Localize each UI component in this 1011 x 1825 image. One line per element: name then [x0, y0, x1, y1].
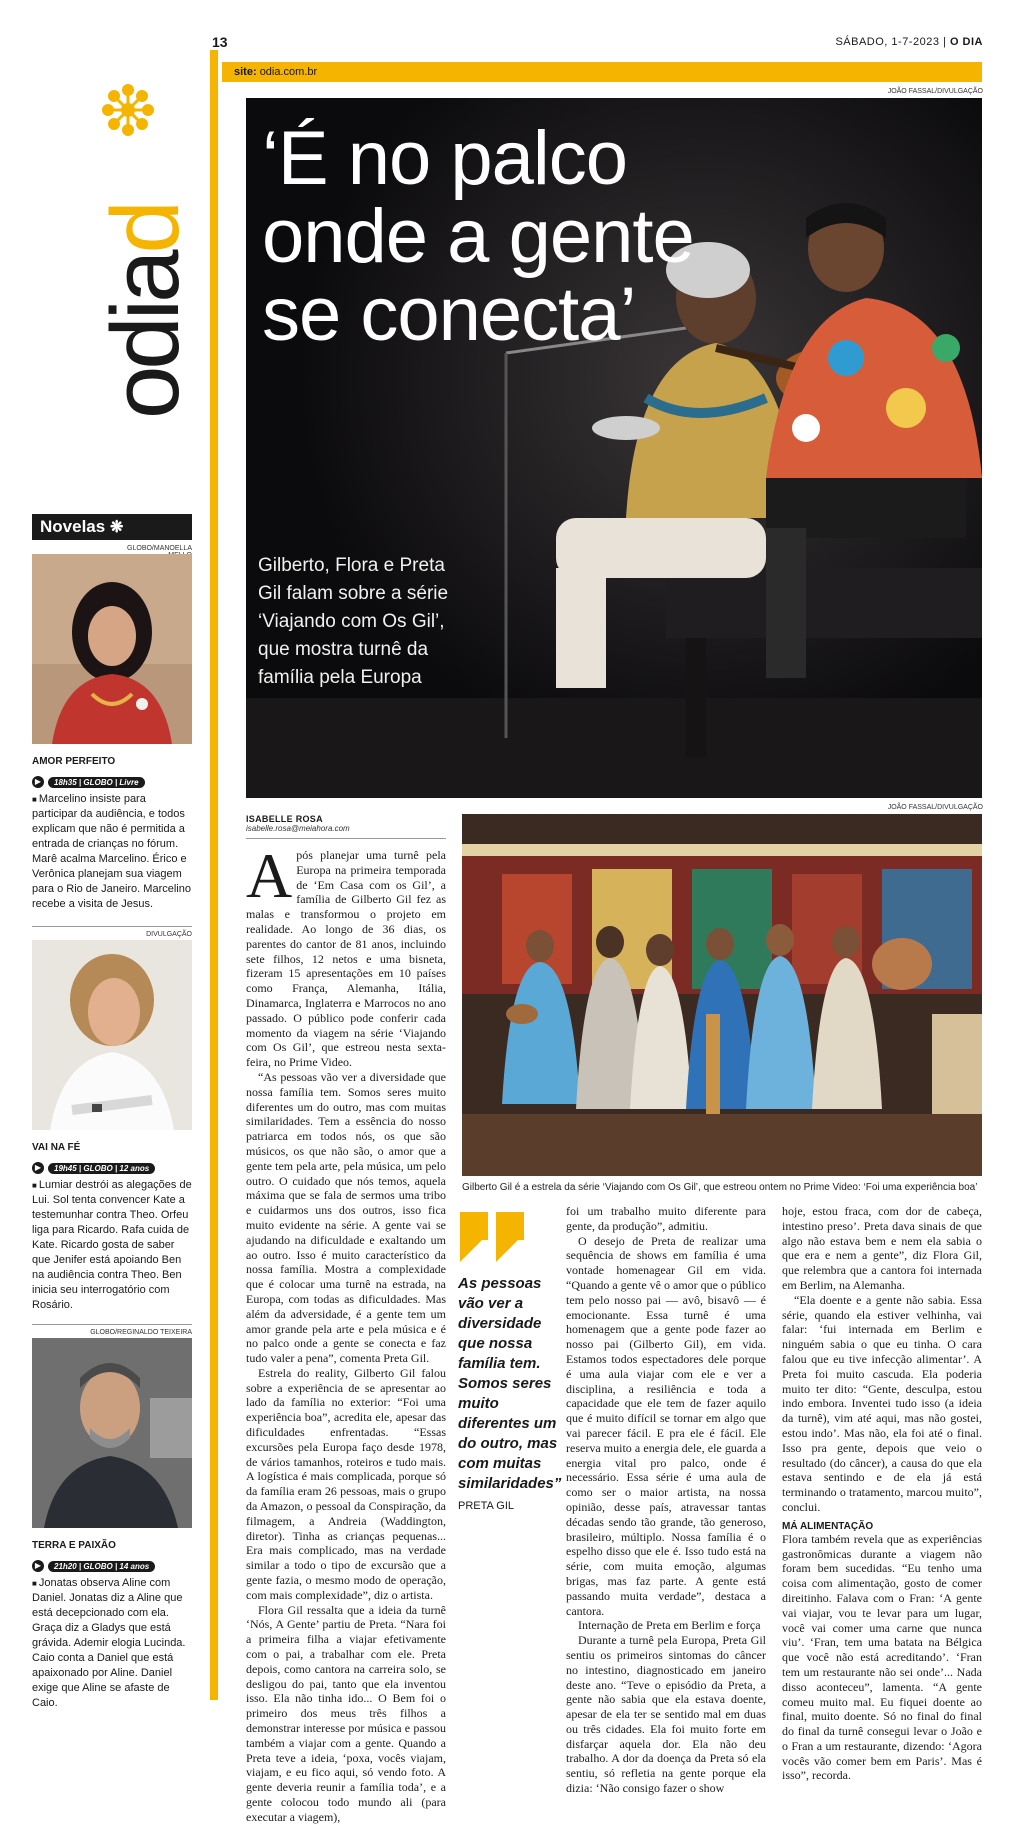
novela-photo-amor-perfeito: [32, 554, 192, 744]
site-url[interactable]: odia.com.br: [259, 66, 318, 78]
article-paragraph: “As pessoas vão ver a diversidade que nossa família tem. Somos seres muito diferentes um do outro, mas com muitas similaridades. Tem a essência do nosso patriarca em todos nós, os que são músicos, os que não são, o amor que a gente tem pela arte, pela música, um pelo outro. O cuidado que nós temos, aquela máxima que se fala de sermos uma tribo e cuidarmos uns dos outros, isso fica muito evidente na série. A gente vai se ajudando na dificuldade e exaltando um ao outro. Isso é muito característico da nossa família. Mostra a complexidade que é colocar uma turnê na estrada, na Europa, com todas as dificuldades. Mas além da adversidade, é a gente tem um amor grande pela arte e pela música e é no palco onde a gente se conecta e faz tudo valer a pena”, comenta Preta Gil.: [246, 1069, 446, 1366]
pull-quote-author: PRETA GIL: [458, 1500, 515, 1512]
headline: ‘É no palco onde a gente se conecta’: [262, 116, 694, 357]
publication-name: O DIA: [949, 36, 983, 48]
novela-name: TERRA E PAIXÃO: [32, 1540, 116, 1551]
byline-email[interactable]: isabelle.rosa@meiahora.com: [246, 824, 350, 833]
novela-rating: 12 anos: [119, 1163, 150, 1173]
play-icon: ▶: [32, 1560, 44, 1572]
novela-time: 18h35: [54, 777, 77, 787]
asterisk-flower-icon: [100, 82, 156, 138]
novela-channel: GLOBO: [83, 1163, 113, 1173]
quote-icon: [458, 1208, 528, 1264]
drop-cap: A: [246, 840, 293, 911]
photo-caption: Gilberto Gil é a estrela da série ‘Viajando com Os Gil’, que estreou ontem no Prime Video: ‘Foi uma experiência boa’: [462, 1182, 978, 1193]
play-icon: ▶: [32, 1162, 44, 1174]
novela-channel: GLOBO: [83, 777, 113, 787]
novela-schedule: ▶ 21h20 | GLOBO | 14 anos: [32, 1557, 155, 1570]
page-number: 13: [212, 34, 228, 50]
article-column-2: [566, 1204, 766, 1796]
novela-schedule: ▶ 18h35 | GLOBO | Livre: [32, 773, 145, 786]
photo-credit: GLOBO/MANOELLA: [127, 545, 192, 552]
article-paragraph: Flora Gil ressalta que a ideia da turnê ‘Nós, A Gente’ partiu de Preta. “Nara foi a primeira filha a viajar efetivamente com o pai, a trabalhar com ele. Preta depois, como cantora na carreira solo, se desligou do pai, tanto que ela inventou isso. Ela não tinha ido... O Bem foi o primeiro dos meus três filhos a demonstrar interesse por música e passou também a viajar com a gente. Quando a Preta teve a ideia, ‘poxa, vocês viajam, viajam, e eu fico aqui, só vendo foto. A gente deveria reunir a família toda’, e a gente colocou todo mundo ali (para executar a viagem),: [246, 1602, 446, 1824]
article-column-3: [782, 1204, 982, 1783]
pull-quote: As pessoas vão ver a diversidade que nossa família tem. Somos seres muito diferentes um do outro, mas com muitas similaridades”: [458, 1275, 562, 1492]
divider: [32, 926, 192, 927]
subheadline: Gilberto, Flora e Preta Gil falam sobre a série ‘Viajando com Os Gil’, que mostra turnê da família pela Europa: [258, 555, 449, 688]
novela-time: 19h45: [54, 1163, 77, 1173]
group-photo: [462, 814, 982, 1176]
divider: [246, 838, 446, 839]
novela-name: VAI NA FÉ: [32, 1142, 81, 1153]
site-label: site:: [234, 66, 257, 78]
article-paragraph: foi um trabalho muito diferente para gente, da produção”, admitiu.: [566, 1204, 766, 1233]
asterisk-flower-icon: ❋: [109, 519, 124, 536]
novela-photo-terra-e-paixao: [32, 1338, 192, 1528]
byline: [246, 814, 446, 833]
novela-rating: 14 anos: [119, 1561, 150, 1571]
novela-time: 21h20: [54, 1561, 77, 1571]
novela-schedule: ▶ 19h45 | GLOBO | 12 anos: [32, 1159, 155, 1172]
photo-credit: GLOBO/REGINALDO TEIXEIRA: [90, 1329, 192, 1336]
logo-word: odia: [92, 253, 199, 419]
page-date-line: SÁBADO, 1-7-2023 | O DIA: [835, 36, 983, 48]
novela-photo-vai-na-fe: [32, 940, 192, 1130]
article-paragraph: O desejo de Preta de realizar uma sequência de shows em família é uma vontade homenagear Gil em vida. “Quando a gente vê o amor que o público tem pelo nosso pai — avô, bisavô — é emocionante. Essa turnê é uma homenagem que a gente pode fazer ao nosso pai (Gilberto Gil), em vida. Estamos todos espectadores dele porque é uma aula viajar com ele e ver a disciplina, a resiliência e toda a capacidade que ele tem de fazer aquilo que é muito difícil se tornar em algo que vai parecer fácil. E pra ele é fácil. Ele reserva muito a energia dele, ele guarda a energia vital pro palco, onde é necessário. Essa série é uma aula de como ser o maior artista, na nossa opinião, desse país, atravessar tantas décadas sendo tão grande, tão generoso, brasileiro, múltiplo. Nossa família é o espelho disso que ele é. Isso tudo está na série, com muita emoção, algumas brigas, mas faz parte. A gente está passando muita verdade”, destaca a cantora.: [566, 1233, 766, 1618]
novela-name: AMOR PERFEITO: [32, 756, 116, 767]
novelas-header: [32, 514, 192, 540]
article-paragraph: Internação de Preta em Berlim e força: [578, 1618, 761, 1633]
novelas-title: Novelas: [40, 517, 106, 536]
logo-letter-d: d: [92, 204, 199, 254]
byline-name: ISABELLE ROSA: [246, 814, 323, 824]
photo-credit: DIVULGAÇÃO: [146, 931, 192, 938]
crosshead: MÁ ALIMENTAÇÃO: [782, 1520, 874, 1532]
article-paragraph: Estrela do reality, Gilberto Gil falou sobre a experiência de se apresentar ao lado da família no exterior: “Foi uma experiência boa”, acredita ele, apesar das dificuldades enfrentadas. “Essas excursões pela Europa faço desde 1978, de vários tamanhos, roteiros e tudo mais. A logística é mais complicada, porque só da família eram 26 pessoas, mais o grupo da Amazon, o pessoal da Conspiração, da filmagem, a Andreia (Waddington, diretor). Tinha as crianças pequenas... Era mais complicado, mas na verdade similar a todo o tipo de excursão que a gente fazia, o mesmo modo de operação, com mais complexidade”, diz o artista.: [246, 1365, 446, 1602]
article-column-1: [246, 840, 446, 1824]
novela-summary: ■ Marcelino insiste para participar da audiência, e todos explicam que não é permitida a entrada de crianças no fórum. Marê acalma Marcelino. Érico e Verônica planejam sua viagem para o Rio de Janeiro. Marcelino recebe a visita de Jesus.: [32, 792, 194, 912]
hero-photo-credit: JOÃO FASSAL/DIVULGAÇÃO: [887, 88, 983, 95]
novela-summary: ■ Lumiar destrói as alegações de Lui. Sol tenta convencer Kate a testemunhar contra Theo. Orfeu liga para Ricardo. Rafa cuida de Kate. Ricardo gosta de saber que Jenifer está apoiando Ben na audiência contra Theo. Ben inicia seu interrogatório com Rosário.: [32, 1178, 194, 1313]
page-date: SÁBADO, 1-7-2023: [835, 36, 940, 48]
article-paragraph: Flora também revela que as experiências gastronômicas durante a viagem não foram bem sucedidas. “Eu tenho uma coisa com alimentação, gosto de comer direitinho. Falava com o Fran: ‘A gente vai viajar, vou te levar para um lugar, você vai comer uma carne que nunca viu’. ‘Fran, tem uma batata na Bélgica que você não está acreditando’. ‘Fran tem um restaurante não sei onde’... Nada disso aconteceu”, lamenta. “A gente comeu muito mal. Eu fiquei doente ao final, muito doente. Só no final do final do final da turnê consegui levar o João e o Fran a um restaurante, dizendo: ‘Agora vocês vão comer bem em Paris’. Mas é isso”, recorda.: [782, 1531, 982, 1783]
article-paragraph: hoje, estou fraca, com dor de cabeça, intestino preso’. Preta dava sinais de que algo não estava bem e nem ela sabia o que era e nem a gente”, diz Flora Gil, que relembra que a cantora foi internada em Berlim, na Alemanha.: [782, 1204, 982, 1292]
article-paragraph: “Ela doente e a gente não sabia. Essa série, quando ela estiver velhinha, vai falar: ‘fui internada em Berlim e ninguém sabia o que eu tinha. O cara falou que eu tive infecção alimentar’. A Preta foi muito cascuda. Ela poderia muito ter dito: “Gente, desculpa, estou indo embora. Inventei tudo isso (a ideia da turnê), vim até aqui, mas não gostei, estou indo’. Mas não, ela foi até o final. Isso pra gente, depois que veio o resultado (do câncer), a causa do que ela estava sentindo e de ela já está terminando o tratamento, marcou muito”, conclui.: [782, 1292, 982, 1514]
article-paragraph: Durante a turnê pela Europa, Preta Gil sentiu os primeiros sintomas do câncer no intestino, diagnosticado em janeiro deste ano. “Teve o episódio da Preta, a gente não sabia que ela estava doente, apesar de ela ter se sentido mal em duas ou três cidades. Ela foi muito forte em disfarçar aquela dor. Ela não deu trabalho. A dor da doença da Preta só ela sentiu, só refletia na gente porque ela dizia: ‘Não consigo fazer o show: [566, 1633, 766, 1796]
novela-channel: GLOBO: [83, 1561, 113, 1571]
novela-summary: ■ Jonatas observa Aline com Daniel. Jonatas diz a Aline que está decepcionado com ela. Graça diz a Gladys que está grávida. Ademir elogia Lucinda. Caio conta a Daniel que está apaixonado por Aline. Daniel exige que Aline se afaste de Caio.: [32, 1576, 194, 1711]
site-bar: [222, 62, 982, 82]
play-icon: ▶: [32, 776, 44, 788]
photo-credit: JOÃO FASSAL/DIVULGAÇÃO: [887, 804, 983, 811]
novela-rating: Livre: [119, 777, 139, 787]
divider: [32, 1324, 192, 1325]
article-paragraph: Após planejar uma turnê pela Europa na primeira temporada de ‘Em Casa com os Gil’, a família de Gilberto Gil fez as malas e transformou o projeto em realidade. Ao longo de 36 dias, os parentes do cantor de 81 anos, incluindo sete filhos, 12 netos e uma bisneta, fizeram 15 apresentações em 10 países como França, Alemanha, Itália, Dinamarca, Inglaterra e Marrocos no ano passado. O público pode conferir cada momento da viagem na série ‘Viajando com Os Gil’, que estreou nesta sexta-feira, no Prime Video.: [246, 840, 446, 1070]
section-rule: [210, 50, 218, 1700]
